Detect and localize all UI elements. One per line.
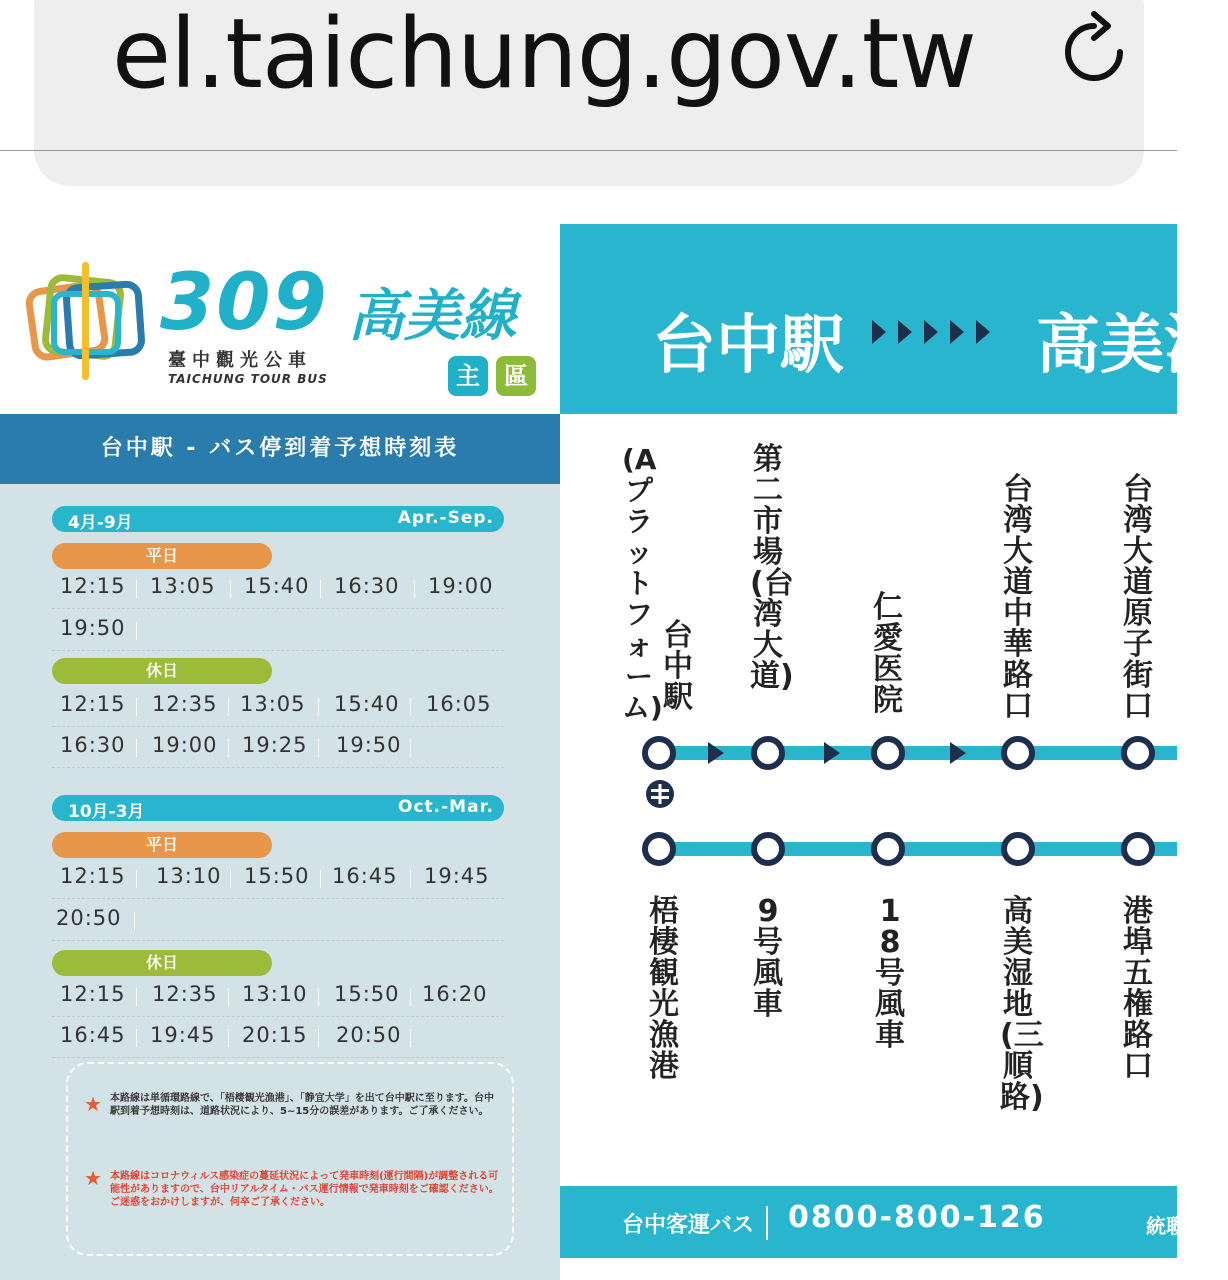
stop-name: 仁愛医院 xyxy=(873,590,903,718)
stop-name: 第二市場(台湾大道) xyxy=(750,442,794,694)
tour-bus-logo-icon xyxy=(24,258,150,384)
time-cell: 19:45 xyxy=(150,1023,216,1047)
weekday-pill: 平日 xyxy=(52,832,272,858)
stop-node[interactable] xyxy=(1121,832,1155,866)
stop-name: 高美湿地(三順路) xyxy=(1000,894,1044,1115)
operator-phone[interactable]: 0800-800-126 xyxy=(788,1200,1046,1235)
season-label-jp: 4月-9月 xyxy=(68,513,133,533)
address-bar[interactable] xyxy=(34,0,1144,186)
time-cell: 12:15 xyxy=(60,692,126,716)
note-text: 本路線は単循環路線で、「梧棲観光漁港」、「静宜大学」を出て台中駅に至ります。台中駅到着予想時刻は、道路状況により、5~15分の誤差があります。ご了承ください。 xyxy=(110,1093,494,1117)
stop-node[interactable] xyxy=(642,736,676,770)
time-cell: 16:30 xyxy=(60,733,126,757)
star-icon: ★ xyxy=(84,1166,102,1190)
time-cell: 12:35 xyxy=(152,982,218,1006)
brand-name-en: TAICHUNG TOUR BUS xyxy=(168,372,328,386)
stop-name: 台中駅 xyxy=(663,618,693,715)
route-banner xyxy=(560,224,1228,414)
time-cell: 19:50 xyxy=(336,733,402,757)
stop-name: 梧棲観光漁港 xyxy=(649,894,679,1084)
time-cell: 12:15 xyxy=(60,574,126,598)
time-cell: 19:45 xyxy=(424,864,490,888)
origin-station: 台中駅 xyxy=(652,309,844,383)
stop-node[interactable] xyxy=(751,736,785,770)
route-line-lower xyxy=(660,842,1177,856)
season-label-jp: 10月-3月 xyxy=(68,802,145,822)
note-text: 本路線はコロナウィルス感染症の蔓延状況によって発車時刻(運行間隔)が調整される可能性がありますので、台中リアルタイム・バス運行情報で発車時刻をご確認ください。ご迷惑をおかけしますが、何卒ご了承ください。 xyxy=(110,1171,499,1208)
time-cell: 16:20 xyxy=(422,982,488,1006)
direction-arrow-icon xyxy=(708,742,724,764)
time-cell: 15:40 xyxy=(244,574,310,598)
route-number: 309 xyxy=(160,258,329,348)
stop-node[interactable] xyxy=(1121,736,1155,770)
tag-area: 區 xyxy=(496,356,536,396)
time-cell: 13:10 xyxy=(242,982,308,1006)
weekday-pill: 平日 xyxy=(52,543,272,569)
time-cell: 16:30 xyxy=(334,574,400,598)
time-cell: 19:00 xyxy=(152,733,218,757)
time-cell: 15:50 xyxy=(334,982,400,1006)
time-cell: 16:05 xyxy=(426,692,492,716)
notes-box xyxy=(66,1062,514,1256)
holiday-pill: 休日 xyxy=(52,658,272,684)
footer-divider xyxy=(766,1206,768,1240)
time-cell: 15:50 xyxy=(244,864,310,888)
time-cell: 15:40 xyxy=(334,692,400,716)
destination-station: 高美湿 xyxy=(1036,309,1228,383)
star-icon: ★ xyxy=(84,1092,102,1116)
season-summer xyxy=(52,506,504,532)
tag-main: 主 xyxy=(448,356,488,396)
time-cell: 13:05 xyxy=(150,574,216,598)
time-cell: 12:35 xyxy=(152,692,218,716)
time-cell: 12:15 xyxy=(60,864,126,888)
stop-node[interactable] xyxy=(642,832,676,866)
time-cell: 19:25 xyxy=(242,733,308,757)
season-winter xyxy=(52,795,504,821)
stop-name: 18号風車 xyxy=(875,894,905,1053)
stop-name: 港埠五権路口 xyxy=(1123,894,1153,1084)
stop-sub-label: (Aプラットフォーム) xyxy=(622,443,663,724)
timetable-title: 台中駅 - バス停到着予想時刻表 xyxy=(0,414,560,484)
time-cell: 20:50 xyxy=(336,1023,402,1047)
stop-node[interactable] xyxy=(871,832,905,866)
stop-node[interactable] xyxy=(1001,832,1035,866)
railway-icon xyxy=(644,778,676,810)
time-cell: 20:50 xyxy=(56,906,122,930)
time-cell: 19:50 xyxy=(60,616,126,640)
time-cell: 13:10 xyxy=(156,864,222,888)
time-cell: 20:15 xyxy=(242,1023,308,1047)
time-row xyxy=(52,976,504,1017)
direction-arrows-icon xyxy=(872,318,1002,346)
direction-arrow-icon xyxy=(950,742,966,764)
time-row xyxy=(52,610,504,651)
brand-name-cn: 臺中觀光公車 xyxy=(168,350,312,371)
time-row xyxy=(52,727,504,768)
time-row xyxy=(52,900,504,941)
time-row xyxy=(52,686,504,727)
time-cell: 19:00 xyxy=(428,574,494,598)
time-cell: 16:45 xyxy=(332,864,398,888)
time-row xyxy=(52,858,504,899)
stop-node[interactable] xyxy=(871,736,905,770)
stop-node[interactable] xyxy=(751,832,785,866)
time-row xyxy=(52,1017,504,1058)
time-cell: 12:15 xyxy=(60,982,126,1006)
season-label-en: Oct.-Mar. xyxy=(398,797,494,817)
reload-icon[interactable] xyxy=(1054,12,1134,92)
operator-name-2: 統聯 xyxy=(1146,1214,1186,1238)
stop-name: 台湾大道中華路口 xyxy=(1003,472,1033,724)
operator-footer xyxy=(560,1186,1186,1258)
route-name: 高美線 xyxy=(348,284,516,349)
season-label-en: Apr.-Sep. xyxy=(397,508,494,528)
stop-name: 台湾大道原子街口 xyxy=(1123,472,1153,724)
time-row xyxy=(52,568,504,609)
operator-name: 台中客運バス xyxy=(622,1213,755,1238)
direction-arrow-icon xyxy=(824,742,840,764)
time-cell: 13:05 xyxy=(240,692,306,716)
stop-name: 9号風車 xyxy=(753,894,783,1022)
toolbar-divider xyxy=(0,150,1177,151)
route-line-upper xyxy=(660,746,1177,760)
holiday-pill: 休日 xyxy=(52,950,272,976)
time-cell: 16:45 xyxy=(60,1023,126,1047)
url-text[interactable]: el.taichung.gov.tw xyxy=(112,0,976,110)
stop-node[interactable] xyxy=(1001,736,1035,770)
